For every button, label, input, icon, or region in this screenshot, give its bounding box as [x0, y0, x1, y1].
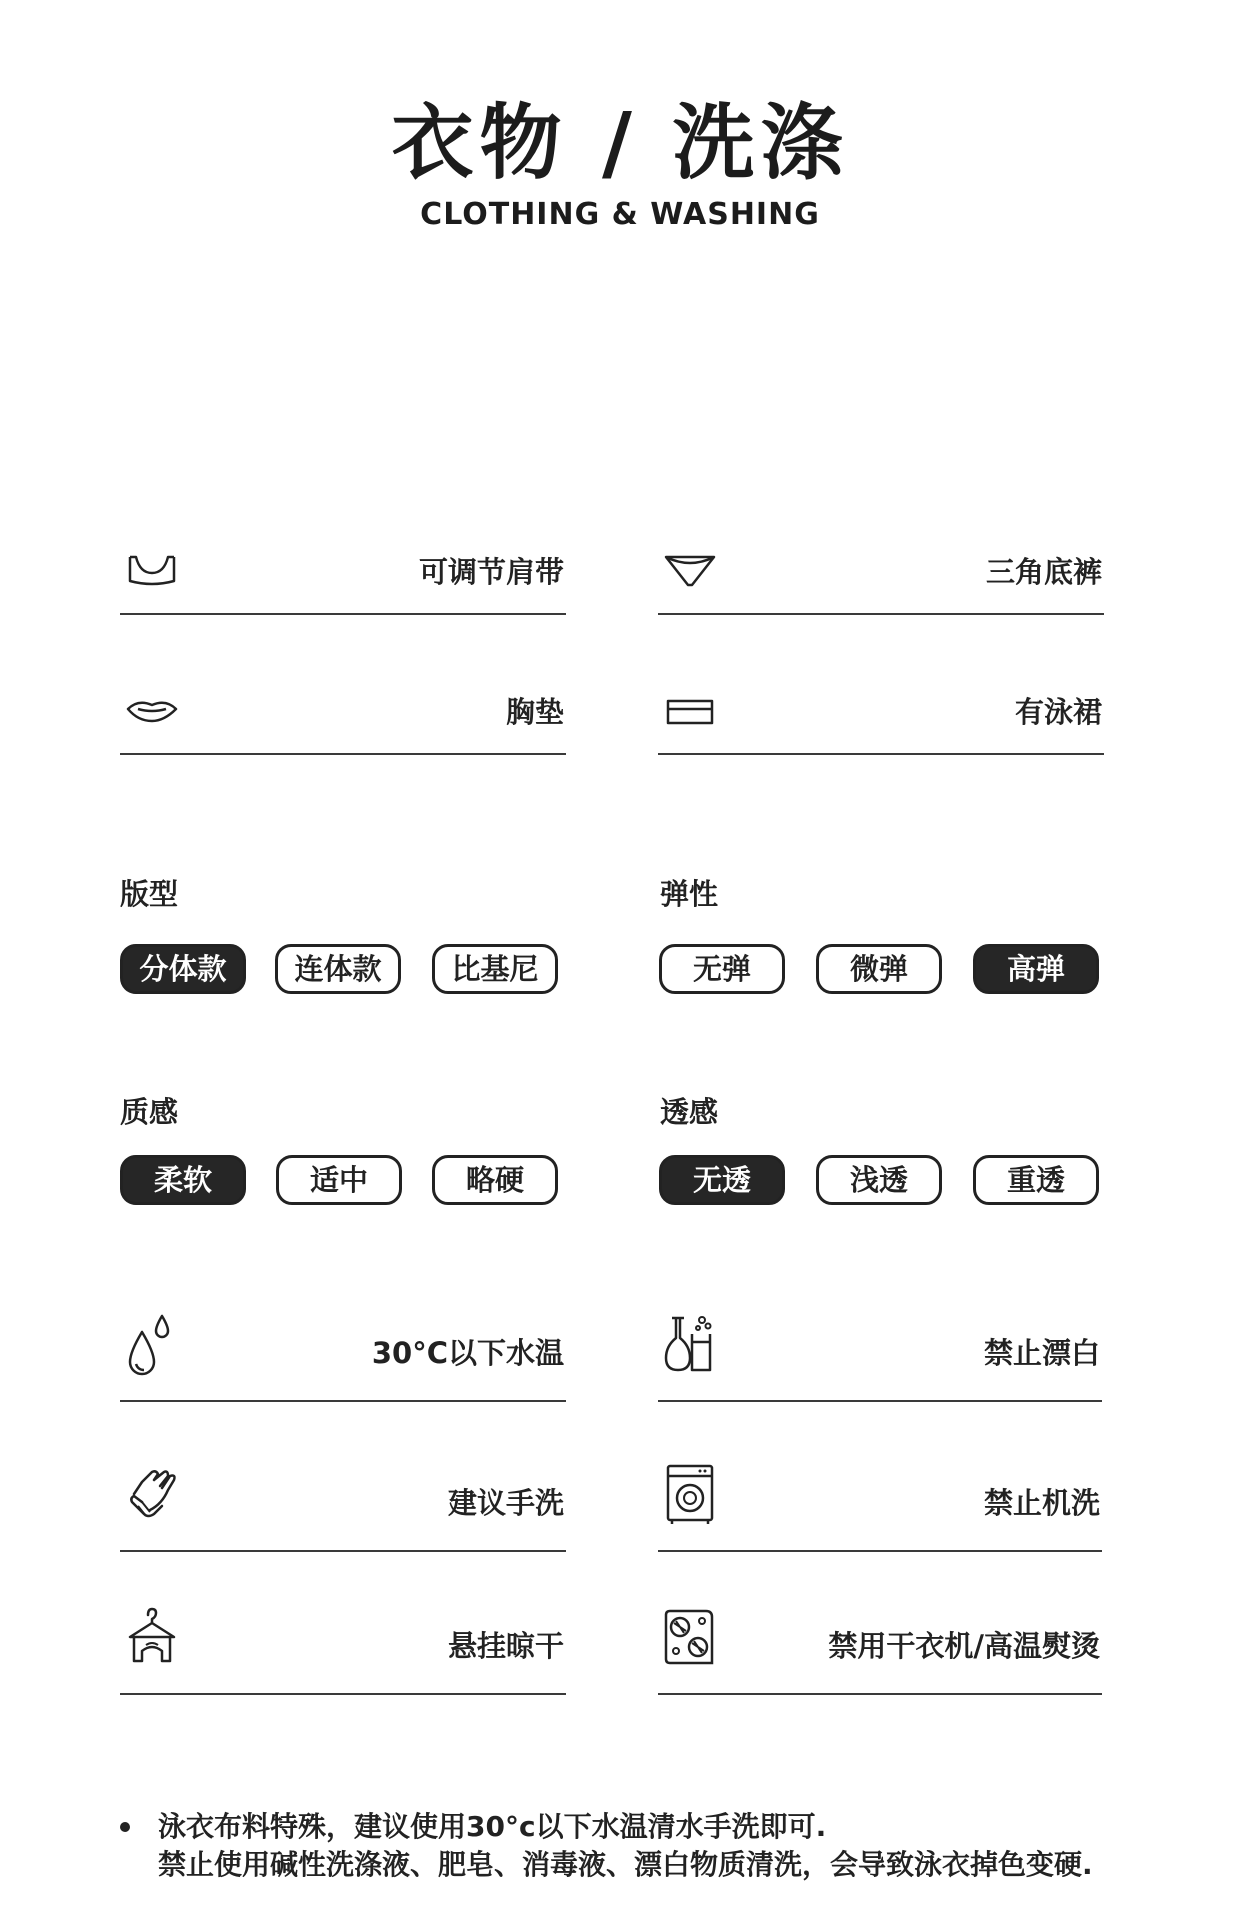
- fit-options: [120, 944, 570, 998]
- transparency-option-none[interactable]: 无透: [659, 1155, 785, 1205]
- wash-hang-dry: [120, 1593, 566, 1695]
- wash-no-machine: [658, 1450, 1102, 1552]
- triangle-briefs-icon: [662, 551, 718, 599]
- transparency-options: [659, 1155, 1109, 1209]
- wash-hand-wash: [120, 1450, 566, 1552]
- wash-label: 30°C以下水温: [371, 1336, 564, 1370]
- elasticity-option-high[interactable]: 高弹: [973, 944, 1099, 994]
- fit-option-split[interactable]: 分体款: [120, 944, 246, 994]
- transparency-label: 透感: [660, 1095, 719, 1129]
- texture-option-firm[interactable]: 略硬: [432, 1155, 558, 1205]
- wash-no-bleach: [658, 1300, 1102, 1402]
- feature-adjustable-strap: [120, 533, 566, 615]
- wash-label: 禁止机洗: [983, 1486, 1100, 1520]
- wash-label: 禁止漂白: [983, 1336, 1100, 1370]
- elasticity-options: [659, 944, 1109, 998]
- page-subtitle: CLOTHING & WASHING: [420, 197, 820, 232]
- wash-label: 禁用干衣机/高温熨烫: [828, 1629, 1100, 1663]
- fit-label: 版型: [120, 877, 179, 911]
- wash-label: 悬挂晾干: [447, 1629, 564, 1663]
- no-bleach-icon: [662, 1312, 718, 1378]
- bra-strap-icon: [124, 551, 180, 599]
- hand-wash-icon: [124, 1462, 180, 1528]
- transparency-option-heavy[interactable]: 重透: [973, 1155, 1099, 1205]
- fit-option-one-piece[interactable]: 连体款: [275, 944, 401, 994]
- hanger-icon: [124, 1605, 180, 1671]
- feature-swim-skirt: [658, 673, 1104, 755]
- feature-label: 可调节肩带: [418, 555, 564, 589]
- page-title: 衣物 / 洗涤: [391, 96, 849, 191]
- care-notes: [120, 1808, 1093, 1884]
- water-drops-icon: [124, 1312, 180, 1378]
- feature-triangle-briefs: [658, 533, 1104, 615]
- chest-pad-icon: [124, 691, 180, 739]
- feature-chest-pad: [120, 673, 566, 755]
- swim-skirt-icon: [662, 691, 718, 739]
- fit-option-bikini[interactable]: 比基尼: [432, 944, 558, 994]
- bullet-dot: [120, 1822, 130, 1832]
- feature-label: 有泳裙: [1014, 695, 1102, 729]
- feature-label: 三角底裤: [985, 555, 1102, 589]
- wash-water-temp: [120, 1300, 566, 1402]
- elasticity-label: 弹性: [660, 877, 719, 911]
- dryer-iron-icon: [662, 1605, 718, 1671]
- wash-no-dryer-iron: [658, 1593, 1102, 1695]
- texture-options: [120, 1155, 570, 1209]
- texture-option-medium[interactable]: 适中: [276, 1155, 402, 1205]
- care-note-line: 禁止使用碱性洗涤液、肥皂、消毒液、漂白物质清洗，会导致泳衣掉色变硬.: [158, 1848, 1093, 1881]
- feature-label: 胸垫: [505, 695, 564, 729]
- elasticity-option-none[interactable]: 无弹: [659, 944, 785, 994]
- transparency-option-light[interactable]: 浅透: [816, 1155, 942, 1205]
- care-note-line: 泳衣布料特殊，建议使用30°c以下水温清水手洗即可.: [158, 1810, 827, 1843]
- texture-option-soft[interactable]: 柔软: [120, 1155, 246, 1205]
- wash-label: 建议手洗: [447, 1486, 564, 1520]
- elasticity-option-slight[interactable]: 微弹: [816, 944, 942, 994]
- washing-machine-icon: [662, 1462, 718, 1528]
- texture-label: 质感: [120, 1095, 179, 1129]
